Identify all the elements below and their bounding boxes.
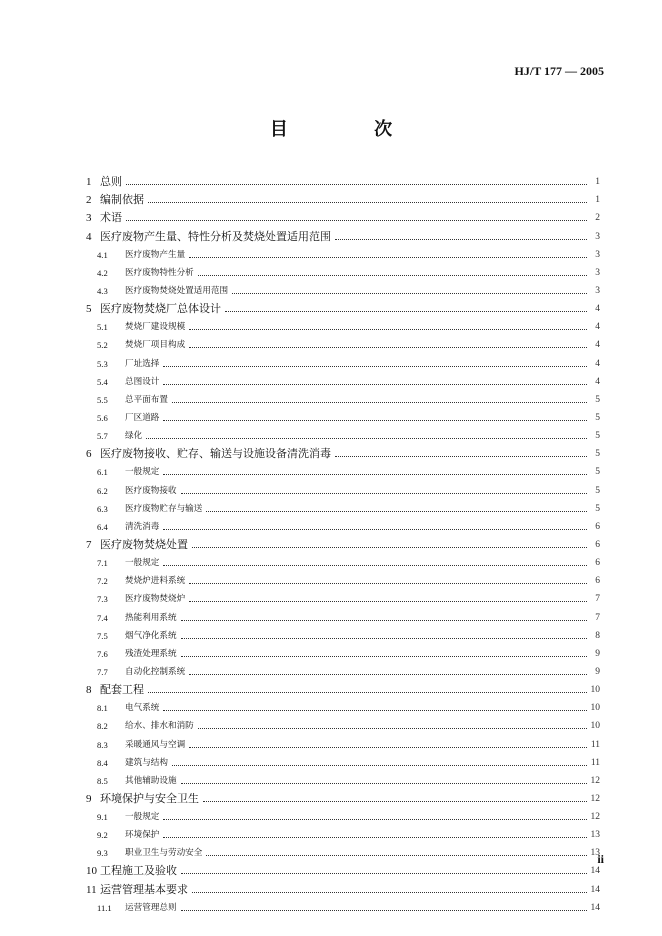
dot-leader (198, 274, 587, 276)
dot-leader (189, 582, 587, 584)
toc-entry-page: 5 (595, 503, 600, 514)
toc-entry-number: 7.6 (97, 648, 108, 659)
toc-entry-page: 11 (590, 739, 600, 750)
dot-leader (148, 201, 587, 203)
toc-entry-number: 8.4 (97, 757, 108, 768)
toc-entry-chapter[interactable] (86, 170, 600, 188)
toc-entry-title: 焚烧厂建设规模 (125, 322, 186, 333)
toc-entry-chapter[interactable] (86, 859, 600, 877)
toc-entry-number: 4.2 (97, 267, 108, 278)
toc-entry-section[interactable] (86, 351, 600, 369)
toc-entry-number: 10 (86, 865, 97, 878)
dot-leader (126, 183, 587, 185)
toc-entry-title: 医疗废物焚烧厂总体设计 (100, 302, 221, 316)
dot-leader (335, 455, 587, 457)
page-title: 目 次 (269, 119, 433, 140)
toc-entry-page: 6 (595, 558, 600, 569)
toc-entry-number: 5.7 (97, 431, 108, 442)
toc-entry-title: 清洗消毒 (125, 521, 160, 532)
toc-entry-number: 6.1 (97, 467, 108, 478)
toc-entry-number: 6.4 (97, 521, 108, 532)
toc-entry-section[interactable] (86, 732, 600, 750)
toc-entry-number: 8.3 (97, 739, 108, 750)
toc-entry-title: 总平面布置 (125, 394, 168, 405)
toc-entry-number: 8.2 (97, 721, 108, 732)
toc-entry-chapter[interactable] (86, 678, 600, 696)
toc-entry-page: 9 (595, 648, 600, 659)
toc-entry-number: 5.3 (97, 358, 108, 369)
toc-entry-page: 13 (590, 848, 600, 859)
toc-entry-number: 5.4 (97, 376, 108, 387)
toc-entry-title: 环境保护与安全卫生 (100, 791, 199, 805)
toc-entry-title: 运营管理基本要求 (100, 882, 188, 896)
toc-entry-number: 7.4 (97, 612, 108, 623)
toc-entry-title: 建筑与结构 (125, 757, 168, 768)
toc-entry-title: 一般规定 (125, 467, 160, 478)
toc-entry-title: 运营管理总则 (125, 902, 177, 913)
toc-entry-title: 采暖通风与空调 (125, 739, 186, 750)
dot-leader (232, 292, 587, 294)
toc-entry-page: 7 (595, 612, 600, 623)
toc-entry-number: 11 (86, 883, 97, 896)
toc-entry-page: 6 (595, 539, 600, 550)
toc-entry-title: 医疗废物产生量 (125, 249, 186, 260)
toc-entry-title: 编制依据 (100, 193, 144, 207)
toc-entry-number: 9.2 (97, 830, 108, 841)
toc-entry-title: 焚烧炉进料系统 (125, 576, 186, 587)
toc-entry-page: 10 (590, 685, 600, 696)
toc-entry-chapter[interactable] (86, 442, 600, 460)
toc-entry-section[interactable] (86, 805, 600, 823)
toc-entry-title: 电气系统 (125, 703, 160, 714)
toc-entry-section[interactable] (86, 460, 600, 478)
toc-entry-page: 1 (595, 177, 600, 188)
toc-entry-section[interactable] (86, 569, 600, 587)
toc-entry-number: 4 (86, 230, 92, 243)
toc-entry-section[interactable] (86, 333, 600, 351)
dot-leader (189, 600, 587, 602)
toc-entry-number: 9 (86, 792, 92, 805)
dot-leader (126, 219, 587, 221)
toc-entry-page: 4 (595, 322, 600, 333)
toc-entry-title: 工程施工及验收 (100, 864, 177, 878)
toc-entry-title: 其他辅助设施 (125, 775, 177, 786)
toc-entry-title: 环境保护 (125, 830, 160, 841)
dot-leader (198, 727, 587, 729)
toc-entry-title: 术语 (100, 211, 122, 225)
toc-entry-title: 医疗废物产生量、特性分析及焚烧处置适用范围 (100, 229, 331, 243)
page-number: ii (597, 852, 604, 866)
toc-entry-number: 6 (86, 448, 92, 461)
toc-entry-title: 职业卫生与劳动安全 (125, 848, 203, 859)
toc-entry-title: 医疗废物接收 (125, 485, 177, 496)
dot-leader (189, 328, 587, 330)
toc-entry-page: 14 (590, 902, 600, 913)
toc-entry-number: 11.1 (97, 902, 112, 913)
toc-entry-section[interactable] (86, 515, 600, 533)
toc-entry-section[interactable] (86, 823, 600, 841)
toc-entry-title: 总图设计 (125, 376, 160, 387)
toc-entry-title: 医疗废物贮存与输送 (125, 503, 203, 514)
dot-leader (181, 782, 587, 784)
dot-leader (181, 492, 587, 494)
toc-entry-section[interactable] (86, 624, 600, 642)
toc-entry-section[interactable] (86, 315, 600, 333)
toc-entry-section[interactable] (86, 261, 600, 279)
toc-entry-title: 自动化控制系统 (125, 666, 186, 677)
toc-entry-title: 焚烧厂项目构成 (125, 340, 186, 351)
toc-entry-title: 配套工程 (100, 683, 144, 697)
toc-entry-number: 1 (86, 176, 92, 189)
toc-entry-section[interactable] (86, 660, 600, 678)
toc-entry-number: 2 (86, 194, 92, 207)
toc-entry-number: 5.2 (97, 340, 108, 351)
dot-leader (163, 473, 587, 475)
dot-leader (189, 256, 587, 258)
toc-entry-chapter[interactable] (86, 877, 600, 895)
toc-entry-number: 4.1 (97, 249, 108, 260)
toc-entry-number: 5.6 (97, 412, 108, 423)
dot-leader (181, 619, 587, 621)
toc-entry-page: 13 (590, 830, 600, 841)
toc-entry-title: 厂区道路 (125, 412, 160, 423)
dot-leader (148, 691, 587, 693)
toc-entry-page: 5 (595, 449, 600, 460)
toc-entry-section[interactable] (86, 605, 600, 623)
toc-entry-section[interactable] (86, 497, 600, 515)
toc-entry-section[interactable] (86, 279, 600, 297)
toc-entry-page: 4 (595, 304, 600, 315)
toc-entry-section[interactable] (86, 896, 600, 914)
toc-entry-chapter[interactable] (86, 188, 600, 206)
dot-leader (225, 310, 587, 312)
dot-leader (172, 401, 587, 403)
toc-entry-number: 7 (86, 538, 92, 551)
toc-entry-section[interactable] (86, 696, 600, 714)
toc-entry-number: 6.2 (97, 485, 108, 496)
toc-entry-number: 7.2 (97, 576, 108, 587)
toc-entry-number: 7.1 (97, 558, 108, 569)
toc-entry-title: 总则 (100, 175, 122, 189)
toc-entry-page: 4 (595, 358, 600, 369)
toc-entry-page: 12 (590, 812, 600, 823)
toc-entry-section[interactable] (86, 587, 600, 605)
dot-leader (181, 909, 587, 911)
toc-entry-number: 5.1 (97, 322, 108, 333)
toc-entry-title: 医疗废物焚烧处置 (100, 537, 188, 551)
toc-entry-page: 5 (595, 467, 600, 478)
toc-entry-chapter[interactable] (86, 224, 600, 242)
toc-entry-page: 6 (595, 576, 600, 587)
toc-entry-page: 4 (595, 340, 600, 351)
toc-entry-section[interactable] (86, 478, 600, 496)
toc-entry-page: 14 (590, 866, 600, 877)
dot-leader (163, 564, 587, 566)
toc-entry-section[interactable] (86, 714, 600, 732)
toc-entry-number: 3 (86, 212, 92, 225)
toc-entry-page: 10 (590, 721, 600, 732)
toc-entry-page: 3 (595, 285, 600, 296)
toc-entry-page: 4 (595, 376, 600, 387)
toc-entry-page: 3 (595, 267, 600, 278)
toc-entry-section[interactable] (86, 388, 600, 406)
toc-entry-section[interactable] (86, 243, 600, 261)
dot-leader (172, 764, 587, 766)
dot-leader (163, 419, 587, 421)
dot-leader (181, 637, 587, 639)
toc-entry-section[interactable] (86, 406, 600, 424)
dot-leader (181, 872, 587, 874)
toc-entry-page: 5 (595, 431, 600, 442)
toc-entry-number: 4.3 (97, 285, 108, 296)
toc-entry-chapter[interactable] (86, 533, 600, 551)
dot-leader (206, 854, 587, 856)
toc-entry-chapter[interactable] (86, 206, 600, 224)
dot-leader (192, 546, 587, 548)
toc-entry-number: 7.5 (97, 630, 108, 641)
toc-entry-number: 8 (86, 684, 92, 697)
toc-entry-page: 3 (595, 231, 600, 242)
toc-entry-title: 一般规定 (125, 558, 160, 569)
toc-entry-title: 烟气净化系统 (125, 630, 177, 641)
toc-entry-title: 厂址选择 (125, 358, 160, 369)
dot-leader (206, 510, 587, 512)
toc-entry-page: 10 (590, 703, 600, 714)
dot-leader (163, 365, 587, 367)
dot-leader (192, 891, 587, 893)
toc-entry-section[interactable] (86, 551, 600, 569)
dot-leader (163, 818, 587, 820)
toc-entry-number: 7.7 (97, 666, 108, 677)
dot-leader (163, 709, 587, 711)
toc-entry-title: 绿化 (125, 431, 143, 442)
toc-entry-chapter[interactable] (86, 297, 600, 315)
toc-entry-title: 医疗废物特性分析 (125, 267, 194, 278)
toc-entry-section[interactable] (86, 370, 600, 388)
toc-entry-section[interactable] (86, 751, 600, 769)
toc-entry-number: 8.5 (97, 775, 108, 786)
toc-entry-page: 12 (590, 793, 600, 804)
toc-entry-title: 热能利用系统 (125, 612, 177, 623)
dot-leader (335, 238, 587, 240)
toc-entry-title: 医疗废物焚烧处置适用范围 (125, 285, 229, 296)
toc-entry-page: 9 (595, 666, 600, 677)
toc-entry-number: 9.1 (97, 812, 108, 823)
dot-leader (163, 836, 587, 838)
toc-entry-page: 5 (595, 394, 600, 405)
toc-entry-number: 6.3 (97, 503, 108, 514)
toc-entry-page: 12 (590, 775, 600, 786)
toc-entry-page: 11 (590, 757, 600, 768)
toc-entry-section[interactable] (86, 642, 600, 660)
dot-leader (203, 800, 587, 802)
toc-entry-page: 5 (595, 485, 600, 496)
toc-entry-chapter[interactable] (86, 787, 600, 805)
toc-entry-number: 8.1 (97, 703, 108, 714)
toc-entry-number: 9.3 (97, 848, 108, 859)
toc-entry-section[interactable] (86, 769, 600, 787)
dot-leader (189, 673, 587, 675)
toc-entry-title: 残渣处理系统 (125, 648, 177, 659)
dot-leader (146, 437, 587, 439)
toc-entry-page: 2 (595, 213, 600, 224)
dot-leader (163, 383, 587, 385)
document-code: HJ/T 177 — 2005 (514, 64, 604, 78)
dot-leader (189, 346, 587, 348)
toc-entry-page: 14 (590, 884, 600, 895)
toc-entry-title: 一般规定 (125, 812, 160, 823)
toc-entry-number: 5.5 (97, 394, 108, 405)
table-of-contents (86, 170, 600, 914)
toc-entry-title: 医疗废物焚烧炉 (125, 594, 186, 605)
toc-entry-number: 5 (86, 303, 92, 316)
dot-leader (189, 746, 587, 748)
toc-entry-page: 7 (595, 594, 600, 605)
toc-entry-page: 1 (595, 195, 600, 206)
toc-entry-page: 6 (595, 521, 600, 532)
toc-entry-number: 7.3 (97, 594, 108, 605)
toc-entry-title: 医疗废物接收、贮存、输送与设施设备清洗消毒 (100, 447, 331, 461)
toc-entry-page: 3 (595, 249, 600, 260)
toc-entry-page: 5 (595, 412, 600, 423)
toc-entry-title: 给水、排水和消防 (125, 721, 194, 732)
toc-entry-page: 8 (595, 630, 600, 641)
toc-entry-section[interactable] (86, 841, 600, 859)
toc-entry-section[interactable] (86, 424, 600, 442)
dot-leader (181, 655, 587, 657)
dot-leader (163, 528, 587, 530)
